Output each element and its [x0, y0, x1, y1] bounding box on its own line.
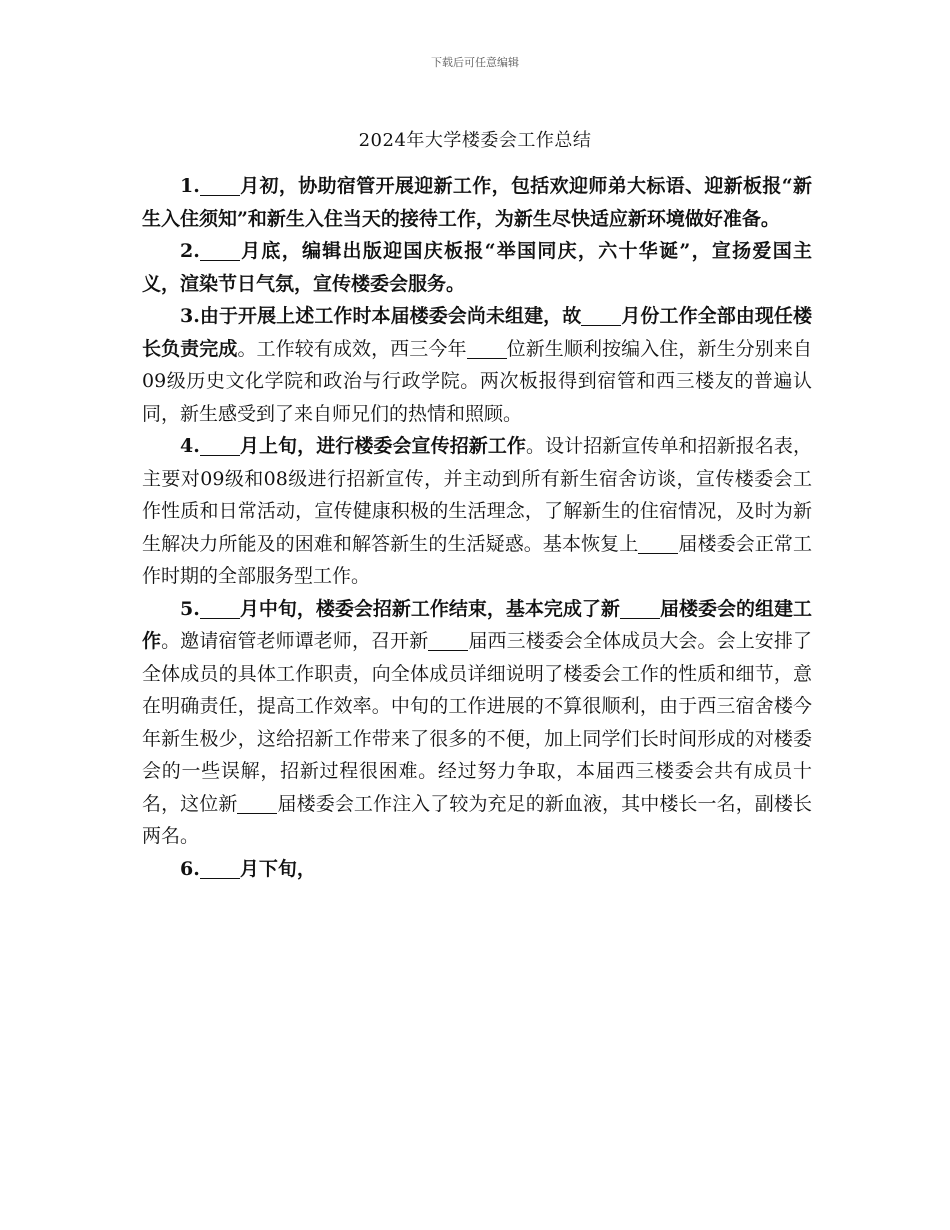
paragraph-5-bold-b: 届楼委会的组建工作 — [142, 597, 812, 652]
blank-underline — [237, 794, 277, 814]
paragraph-3-text-b: 位新生顺利按编入住，新生分别来自09级历史文化学院和政治与行政学院。两次板报得到宿管和西三楼友的普遍认同，新生感受到了来自师兄们的热情和照顾。 — [142, 337, 812, 425]
document-body — [142, 170, 812, 885]
paragraph-6-number: 6. — [180, 857, 200, 880]
paragraph-3-text-a: 。工作较有成效，西三今年 — [237, 337, 467, 360]
paragraph-3-bold-b: 月份工作全部由现任楼长负责完成 — [142, 305, 812, 360]
blank-underline — [581, 306, 621, 326]
paragraph-4-text-a: 。设计招新宣传单和招新报名表，主要对09级和08级进行招新宣传，并主动到所有新生宿舍访谈，宣传楼委会工作性质和日常活动，宣传健康积极的生活理念，了解新生的住宿情况，及时为新生解决力所能及的困难和解答新生的生活疑惑。基本恢复上 — [142, 435, 812, 555]
paragraph-4-number: 4. — [180, 435, 200, 457]
paragraph-3-bold-a: 由于开展上述工作时本届楼委会尚未组建，故 — [199, 305, 582, 327]
paragraph-1-text: 月初，协助宿管开展迎新工作，包括欢迎师弟大标语、迎新板报“新生入住须知”和新生入住当天的接待工作，为新生尽快适应新环境做好准备。 — [142, 175, 812, 230]
paragraph-5-bold-a: 月中旬，楼委会招新工作结束，基本完成了新 — [239, 597, 620, 620]
paragraph-5-text-c: 届楼委会工作注入了较为充足的新血液，其中楼长一名，副楼长两名。 — [142, 792, 812, 847]
paragraph-2-number: 2. — [180, 240, 200, 262]
blank-underline — [620, 599, 660, 619]
paragraph-1-number: 1. — [180, 175, 200, 197]
paragraph-6 — [142, 853, 812, 886]
document-title: 2024年大学楼委会工作总结 — [358, 130, 592, 151]
paragraph-4 — [142, 430, 812, 593]
blank-underline — [200, 599, 240, 619]
blank-underline — [200, 241, 240, 261]
paragraph-5-number: 5. — [180, 597, 200, 620]
blank-underline — [200, 859, 240, 879]
paragraph-4-text-b: 届楼委会正常工作时期的全部服务型工作。 — [142, 532, 812, 587]
blank-underline — [467, 339, 507, 359]
paragraph-5-text-b: 届西三楼委会全体成员大会。会上安排了全体成员的具体工作职责，向全体成员详细说明了楼委会工作的性质和细节，意在明确责任，提高工作效率。中旬的工作进展的不算很顺利，由于西三宿舍楼今年新生极少，这给招新工作带来了很多的不便，加上同学们长时间形成的对楼委会的一些误解，招新过程很困难。经过努力争取，本届西三楼委会共有成员十名，这位新 — [142, 630, 812, 815]
paragraph-2 — [142, 235, 812, 300]
blank-underline — [200, 176, 240, 196]
paragraph-3 — [142, 300, 812, 430]
paragraph-1 — [142, 170, 812, 235]
paragraph-2-text: 月底，编辑出版迎国庆板报“举国同庆，六十华诞”，宣扬爱国主义，渲染节日气氛，宣传楼委会服务。 — [142, 240, 812, 295]
blank-underline — [200, 436, 240, 456]
paragraph-3-number: 3. — [180, 305, 200, 327]
page-header: 下载后可任意编辑 — [431, 56, 519, 69]
paragraph-6-text: 月下旬， — [239, 857, 316, 880]
blank-underline — [638, 534, 678, 554]
blank-underline — [428, 631, 468, 651]
paragraph-4-bold-a: 月上旬，进行楼委会宣传招新工作 — [239, 435, 526, 457]
paragraph-5-text-a: 。邀请宿管老师谭老师，召开新 — [161, 630, 429, 652]
paragraph-5 — [142, 593, 812, 853]
